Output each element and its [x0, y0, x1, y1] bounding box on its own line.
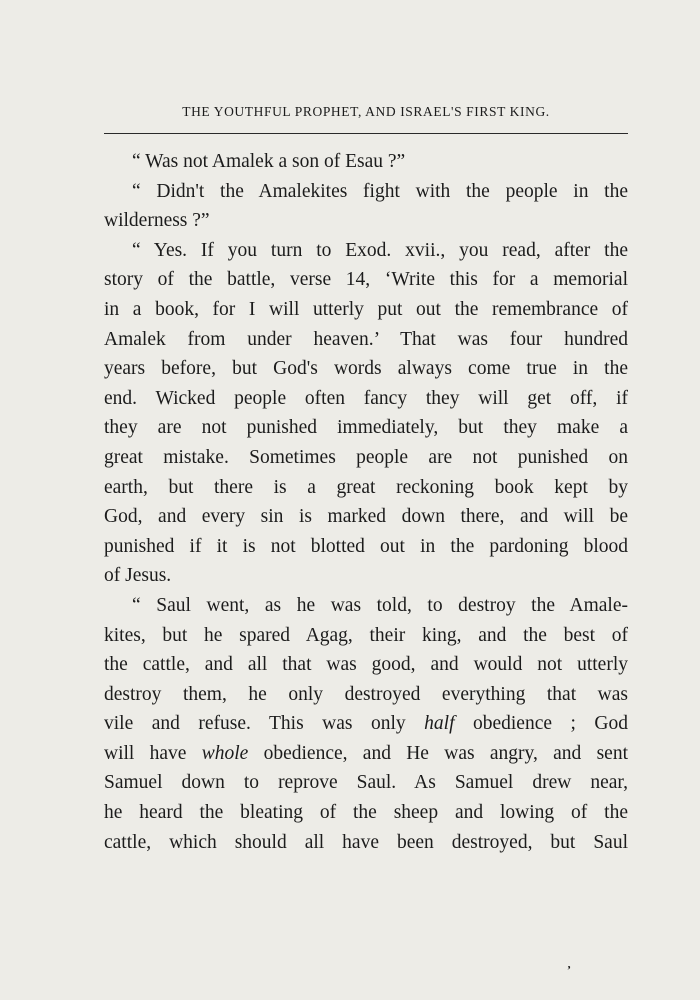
text-segment: wilderness ?”: [104, 210, 210, 232]
text-segment: God, and every sin is marked down there, and will be: [104, 506, 628, 528]
text-line: [104, 828, 628, 858]
text-segment: they are not punished immediately, but they make a: [104, 417, 628, 439]
text-segment: great mistake. Sometimes people are not punished on: [104, 446, 628, 468]
text-line: [104, 413, 628, 443]
text-line: [104, 443, 628, 473]
page-mark: ʼ: [567, 963, 571, 977]
text-segment: the cattle, and all that was good, and would not utterly: [104, 654, 628, 676]
italic-word: half: [424, 713, 455, 735]
text-line: [104, 384, 628, 414]
text-segment: obedience ; God: [454, 713, 629, 735]
header-rule: [104, 133, 628, 134]
text-line: [104, 502, 628, 532]
text-segment: obedience, and He was angry, and sent: [248, 742, 628, 764]
text-segment: vile and refuse. This was only: [104, 713, 425, 735]
text-segment: “ Didn't the Amalekites fight with the people in the: [132, 180, 628, 202]
text-line: [104, 709, 628, 739]
text-line: [104, 650, 628, 680]
text-line: [104, 768, 628, 798]
text-line: [104, 177, 628, 207]
text-line: [104, 206, 628, 236]
text-segment: earth, but there is a great reckoning book kept by: [104, 476, 628, 498]
text-line: [104, 295, 628, 325]
text-segment: “ Was not Amalek a son of Esau ?”: [132, 151, 406, 172]
text-line: [104, 532, 628, 562]
text-line: [104, 147, 628, 177]
text-line: [104, 739, 628, 769]
text-segment: in a book, for I will utterly put out the remembrance of: [104, 298, 628, 320]
italic-word: whole: [201, 742, 249, 764]
text-segment: Amalek from under heaven.’ That was four hundred: [104, 328, 628, 350]
text-line: [104, 621, 628, 651]
text-segment: story of the battle, verse 14, ‘Write this for a memorial: [104, 269, 628, 291]
running-head: THE YOUTHFUL PROPHET, AND ISRAEL'S FIRST KING.: [182, 104, 550, 119]
text-segment: Samuel down to reprove Saul. As Samuel drew near,: [104, 772, 628, 794]
body-text: [104, 147, 628, 857]
text-segment: kites, but he spared Agag, their king, and the best of: [104, 624, 628, 646]
text-line: [104, 591, 628, 621]
text-line: [104, 354, 628, 384]
text-line: [104, 265, 628, 295]
text-segment: destroy them, he only destroyed everything that was: [104, 683, 628, 705]
text-segment: “ Yes. If you turn to Exod. xvii., you read, after the: [132, 239, 628, 261]
text-segment: of Jesus.: [104, 565, 172, 587]
text-line: [104, 236, 628, 266]
text-line: [104, 473, 628, 503]
text-segment: years before, but God's words always come true in the: [104, 358, 628, 380]
text-line: [104, 561, 628, 591]
text-segment: punished if it is not blotted out in the pardoning blood: [104, 535, 628, 557]
text-segment: “ Saul went, as he was told, to destroy the Amale-: [132, 594, 628, 616]
text-segment: end. Wicked people often fancy they will get off, if: [104, 387, 628, 409]
text-segment: cattle, which should all have been destroyed, but Saul: [104, 831, 628, 853]
text-segment: he heard the bleating of the sheep and lowing of the: [104, 802, 628, 824]
text-line: [104, 798, 628, 828]
text-line: [104, 680, 628, 710]
text-segment: will have: [104, 742, 202, 764]
text-line: [104, 325, 628, 355]
